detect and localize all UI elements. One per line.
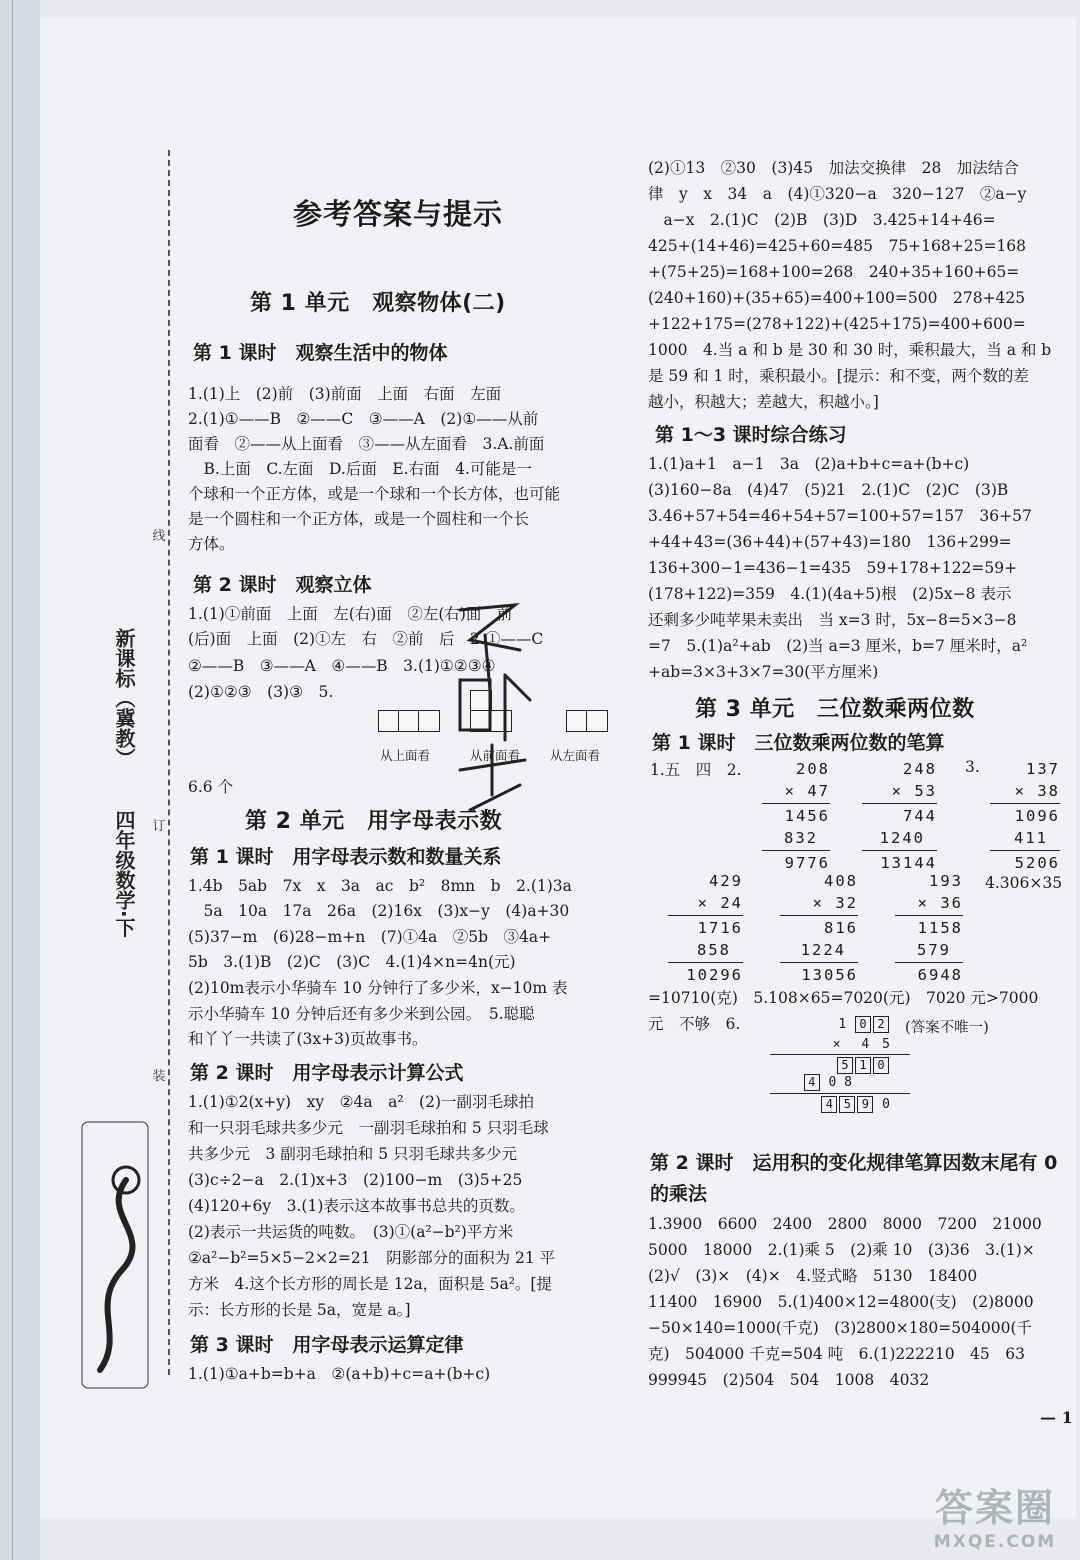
product: 5206 bbox=[1014, 854, 1060, 872]
product: 13144 bbox=[880, 854, 937, 872]
answer-line: 1.五 四 2. bbox=[650, 761, 742, 779]
unit-2-lesson-3-heading: 第 3 课时 用字母表示运算定律 bbox=[190, 1334, 464, 1356]
multiplicand: 193 bbox=[929, 872, 963, 890]
product: 6948 bbox=[917, 966, 963, 984]
answer-line: 方米 4.这个长方形的周长是 12a，面积是 5a²。[提 bbox=[188, 1275, 552, 1293]
multiplicand: 208 bbox=[796, 760, 830, 778]
page-number: — 1 bbox=[1040, 1408, 1073, 1427]
digit: 8 bbox=[844, 1075, 852, 1090]
vertical-multiplication bbox=[780, 870, 858, 986]
answer-line: 和一只羽毛球共多少元 一副羽毛球拍和 5 只羽毛球 bbox=[188, 1119, 549, 1137]
watermark-url: MXQE.COM bbox=[933, 1532, 1057, 1552]
answer-line: (2)表示一共运货的吨数。 (3)①(a²−b²)平方米 bbox=[188, 1223, 514, 1241]
cut-line bbox=[168, 150, 170, 1375]
multiplier: × 38 bbox=[1014, 782, 1060, 800]
answer-line: 1.4b 5ab 7x x 3a ac b² 8mn b 2.(1)3a bbox=[188, 877, 572, 895]
partial-product: 411 bbox=[1014, 829, 1048, 847]
multiplicand: 429 bbox=[709, 872, 743, 890]
answer-line: 5000 18000 2.(1)乘 5 (2)乘 10 (3)36 3.(1)× bbox=[648, 1241, 1035, 1259]
digit-box: 4 bbox=[821, 1096, 837, 1113]
answer-line: (2)√ (3)× (4)× 4.竖式略 5130 18400 bbox=[648, 1267, 978, 1285]
watermark bbox=[920, 1477, 1070, 1552]
unit-1-heading: 第 1 单元 观察物体(二) bbox=[250, 291, 506, 316]
answer-line: 5a 10a 17a 26a (2)16x (3)x−y (4)a+30 bbox=[188, 902, 570, 920]
answer-line: +122+175=(278+122)+(425+175)=400+600= bbox=[648, 315, 1026, 333]
spine-mark-zhuang: 装 bbox=[152, 1069, 166, 1084]
vertical-multiplication bbox=[762, 758, 830, 874]
multiplier: × 47 bbox=[784, 782, 830, 800]
digit: 0 bbox=[828, 1075, 837, 1090]
answer-line: 1.(1)①a+b=b+a ②(a+b)+c=a+(b+c) bbox=[188, 1365, 491, 1383]
partial-product: 1240 bbox=[879, 829, 925, 847]
answer-line: (178+122)=359 4.(1)(4a+5)根 (2)5x−8 表示 bbox=[648, 585, 1012, 603]
caption-front-view: 从前面看 bbox=[470, 748, 521, 763]
answer-line: =7 5.(1)a²+ab (2)当 a=3 厘米，b=7 厘米时，a² bbox=[648, 637, 1028, 655]
spine-edition: 新课标（冀教） bbox=[112, 628, 136, 768]
answer-line: 方体。 bbox=[188, 535, 235, 553]
watermark-text: 答案圈 bbox=[934, 1486, 1055, 1530]
answer-line: (3)c÷2−a 2.(1)x+3 (2)100−m (3)5+25 bbox=[188, 1171, 523, 1189]
page-number-value: 1 bbox=[1061, 1408, 1073, 1427]
spine-grade: 四年级数学·下 bbox=[112, 810, 136, 938]
digit-box: 0 bbox=[873, 1057, 889, 1074]
partial-product: 816 bbox=[824, 919, 858, 937]
answer-line: 3.46+57+54=46+54+57=100+57=157 36+57 bbox=[648, 507, 1032, 525]
binding-margin bbox=[0, 0, 40, 1560]
answer-line: ②a²−b²=5×5−2×2=21 阴影部分的面积为 21 平 bbox=[188, 1249, 556, 1267]
multiplier: × 24 bbox=[697, 894, 743, 912]
vertical-multiplication bbox=[862, 758, 937, 874]
digit: 0 bbox=[882, 1097, 890, 1112]
answer-line: 1.3900 6600 2400 2800 8000 7200 21000 bbox=[648, 1215, 1042, 1233]
answer-line: −50×140=1000(千克) (3)2800×180=504000(千 bbox=[648, 1319, 1032, 1337]
answer-line: 136+300−1=436−1=435 59+178+122=59+ bbox=[648, 559, 1018, 577]
answer-line: 克) 504000 千克=504 吨 6.(1)222210 45 63 bbox=[648, 1345, 1026, 1363]
answer-line: 律 y x 34 a (4)①320−a 320−127 ②a−y bbox=[648, 185, 1027, 203]
answer-line: 5b 3.(1)B (2)C (3)C 4.(1)4×n=4n(元) bbox=[188, 953, 516, 971]
product: 13056 bbox=[801, 966, 858, 984]
answer-line: 1.(1)a+1 a−1 3a (2)a+b+c=a+(b+c) bbox=[648, 455, 970, 473]
partial-product: 1158 bbox=[917, 919, 963, 937]
answer-line: 共多少元 3 副羽毛球拍和 5 只羽毛球共多少元 bbox=[188, 1145, 518, 1163]
unit-3-heading: 第 3 单元 三位数乘两位数 bbox=[695, 697, 975, 722]
answer-line: 个球和一个正方体，或是一个球和一个长方体，也可能 bbox=[188, 485, 561, 503]
vertical-multiplication bbox=[895, 870, 963, 986]
answer-line: (2)①13 ②30 (3)45 加法交换律 28 加法结合 bbox=[648, 159, 1019, 177]
answer-line: 1.(1)上 (2)前 (3)前面 上面 右面 左面 bbox=[188, 385, 502, 403]
answer-line: 面看 ②——从上面看 ③——从左面看 3.A.前面 bbox=[188, 435, 545, 453]
unit-3-lesson-1-heading: 第 1 课时 三位数乘两位数的笔算 bbox=[652, 732, 945, 754]
answer-line: (5)37−m (6)28−m+n (7)①4a ②5b ③4a+ bbox=[188, 928, 552, 946]
answer-line: +44+43=(36+44)+(57+43)=180 136+299= bbox=[648, 533, 1012, 551]
digit-box: 4 bbox=[804, 1074, 820, 1091]
caption-left-view: 从左面看 bbox=[550, 748, 601, 763]
document-title: 参考答案与提示 bbox=[292, 197, 503, 231]
answer-line: =10710(克) 5.108×65=7020(元) 7020 元>7000 bbox=[648, 989, 1039, 1007]
digit-box: 9 bbox=[857, 1096, 873, 1113]
partial-product: 1224 bbox=[800, 941, 846, 959]
answer-line: 还剩多少吨苹果未卖出 当 x=3 时，5x−8=5×3−8 bbox=[648, 611, 1017, 629]
binding-edge bbox=[12, 0, 13, 1560]
answer-line: (3)160−8a (4)47 (5)21 2.(1)C (2)C (3)B bbox=[648, 481, 1009, 499]
caption-top-view: 从上面看 bbox=[380, 748, 431, 763]
multiplier: × 53 bbox=[891, 782, 937, 800]
digit-box: 2 bbox=[873, 1016, 889, 1033]
answer-line: 和丫丫一共读了(3x+3)页故事书。 bbox=[188, 1030, 428, 1048]
answer-line: (240+160)+(35+65)=400+100=500 278+425 bbox=[648, 289, 1026, 307]
review-heading: 第 1～3 课时综合练习 bbox=[655, 424, 847, 446]
answer-line: (后)面 上面 (2)①左 右 ②前 后 2.①——C bbox=[188, 630, 544, 648]
partial-product: 1456 bbox=[784, 807, 830, 825]
answer-line: 是 59 和 1 时，乘积最小。[提示：和不变，两个数的差 bbox=[648, 367, 1029, 385]
answer-line: 3. bbox=[965, 758, 980, 776]
answer-line: 1.(1)①2(x+y) xy ②4a a² (2)一副羽毛球拍 bbox=[188, 1093, 534, 1111]
unit-1-lesson-2-heading: 第 2 课时 观察立体 bbox=[193, 574, 372, 596]
unit-2-lesson-2-heading: 第 2 课时 用字母表示计算公式 bbox=[190, 1062, 464, 1084]
answer-note: (答案不唯一) bbox=[905, 1020, 989, 1036]
spine-mark-xian: 线 bbox=[152, 529, 166, 544]
partial-product: 744 bbox=[903, 807, 937, 825]
answer-line: 4.306×35 bbox=[985, 874, 1063, 892]
answer-line: (2)①②③ (3)③ 5. bbox=[188, 683, 334, 701]
answer-line: +(75+25)=168+100=268 240+35+160+65= bbox=[648, 263, 1020, 281]
partial-product: 1096 bbox=[1014, 807, 1060, 825]
answer-line: 6.6 个 bbox=[188, 778, 234, 796]
answer-line: a−x 2.(1)C (2)B (3)D 3.425+14+46= bbox=[648, 211, 996, 229]
answer-line: 示：长方形的长是 5a，宽是 a。] bbox=[188, 1301, 411, 1319]
product: 10296 bbox=[686, 966, 743, 984]
answer-line: 1000 4.当 a 和 b 是 30 和 30 时，乘积最大，当 a 和 b bbox=[648, 341, 1052, 359]
spine-mark-ding: 订 bbox=[152, 819, 166, 834]
answer-line: (4)120+6y 3.(1)表示这本故事书总共的页数。 bbox=[188, 1197, 525, 1215]
answer-line: 元 不够 6. bbox=[648, 1015, 741, 1033]
partial-product: 1716 bbox=[697, 919, 743, 937]
digit-box: 5 bbox=[839, 1096, 855, 1113]
answer-line: 11400 16900 5.(1)400×12=4800(支) (2)8000 bbox=[648, 1293, 1034, 1311]
answer-line: 999945 (2)504 504 1008 4032 bbox=[648, 1371, 930, 1389]
multiplicand: 408 bbox=[824, 872, 858, 890]
brand-logo bbox=[80, 1120, 150, 1390]
answer-line: 是一个圆柱和一个正方体，或是一个圆柱和一个长 bbox=[188, 510, 530, 528]
unit-2-lesson-1-heading: 第 1 课时 用字母表示数和数量关系 bbox=[190, 846, 502, 868]
multiplier: × 4 5 bbox=[832, 1037, 890, 1052]
multiplicand: 137 bbox=[1026, 760, 1060, 778]
answer-line: 2.(1)①——B ②——C ③——A (2)①——从前 bbox=[188, 410, 539, 428]
answer-line: 越小，积越大；差越大，积越小。] bbox=[648, 393, 879, 411]
multiplicand: 248 bbox=[903, 760, 937, 778]
answer-line: (2)10m表示小华骑车 10 分钟行了多少米，x−10m 表 bbox=[188, 979, 568, 997]
answer-line: B.上面 C.左面 D.后面 E.右面 4.可能是一 bbox=[188, 460, 532, 478]
vertical-multiplication bbox=[990, 758, 1060, 874]
partial-product: 832 bbox=[784, 829, 818, 847]
multiplier: × 36 bbox=[917, 894, 963, 912]
partial-product: 858 bbox=[697, 941, 731, 959]
answer-line: 示小华骑车 10 分钟后还有多少米到公园。 5.聪聪 bbox=[188, 1005, 535, 1023]
answer-line: 425+(14+46)=425+60=485 75+168+25=168 bbox=[648, 237, 1027, 255]
answer-line: ②——B ③——A ④——B 3.(1)①②③④ bbox=[188, 657, 496, 675]
product: 9776 bbox=[784, 854, 830, 872]
multiplier: × 32 bbox=[812, 894, 858, 912]
unit-2-heading: 第 2 单元 用字母表示数 bbox=[245, 809, 503, 834]
answer-line: 1.(1)①前面 上面 左(右)面 ②左(右)面 前 bbox=[188, 605, 513, 623]
digit-box: 0 bbox=[855, 1016, 871, 1033]
unit-1-lesson-1-heading: 第 1 课时 观察生活中的物体 bbox=[193, 342, 448, 364]
partial-product: 579 bbox=[917, 941, 951, 959]
handwriting-scribble bbox=[430, 580, 550, 850]
vertical-multiplication bbox=[668, 870, 743, 986]
digit-box: 1 bbox=[855, 1057, 871, 1074]
unit-3-lesson-2-heading: 第 2 课时 运用积的变化规律笔算因数末尾有 0 的乘法 bbox=[650, 1152, 1058, 1205]
answer-line: +ab=3×3+3×7=30(平方厘米) bbox=[648, 663, 879, 681]
box-multiplication-puzzle bbox=[770, 1016, 910, 1113]
digit-box: 5 bbox=[837, 1057, 853, 1074]
digit: 1 bbox=[838, 1017, 847, 1032]
